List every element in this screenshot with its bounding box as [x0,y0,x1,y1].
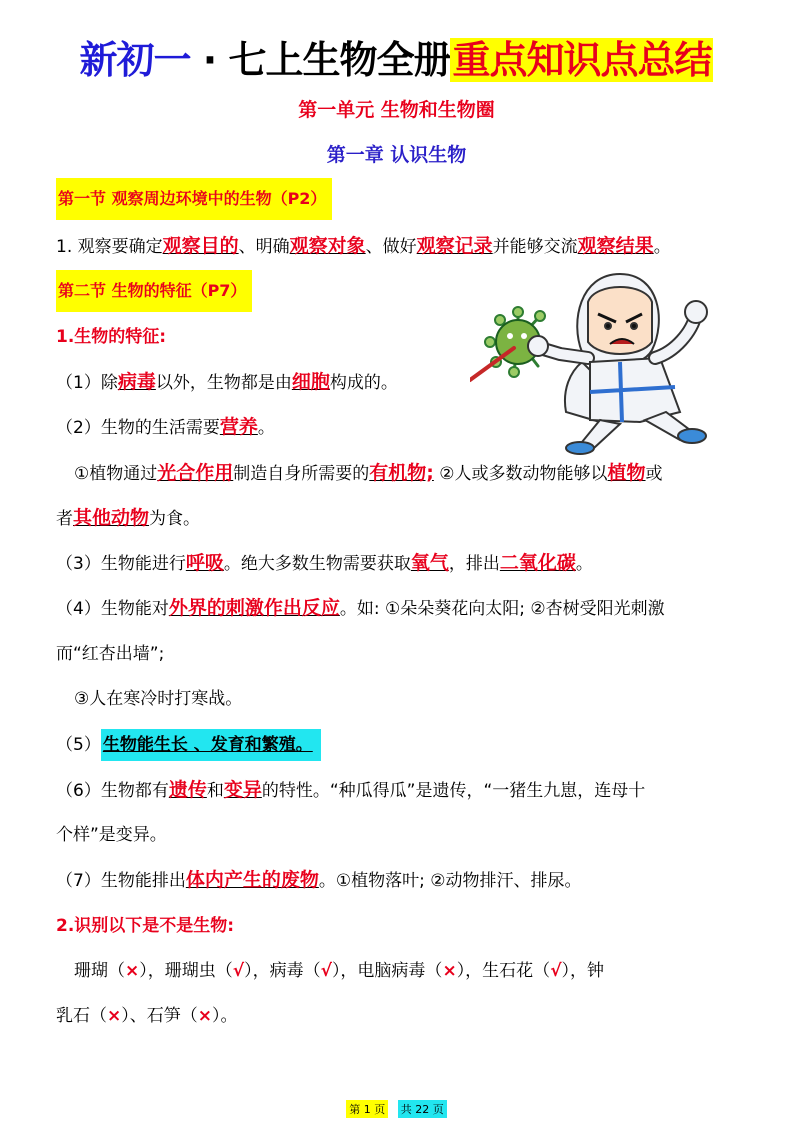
point-4-example: ③人在寒冷时打寒战。 [74,689,243,709]
point-6-cont: 个样”是变异。 [56,825,167,845]
point-2: （2）生物的生活需要营养。 [56,416,275,438]
unit-heading: 第一单元 生物和生物圈 [298,99,495,121]
point-5: （5） 生物能生长 、发育和繁殖。 [56,731,321,759]
point-4-cont: 而“红杏出墙”; [56,644,165,664]
identify-list: 珊瑚（×），珊瑚虫（√），病毒（√），电脑病毒（×），生石花（√），钟 [74,961,605,981]
page-number: 第 1 页 [346,1100,388,1118]
point-6: （6）生物都有遗传和变异的特性。“种瓜得瓜”是遗传，“一猪生九崽，连母十 [56,779,646,801]
subheading-features: 1.生物的特征: [56,327,167,347]
point-4: （4）生物能对外界的刺激作出反应。如: ①朵朵葵花向太阳; ②杏树受阳光刺激 [56,597,665,619]
subheading-identify: 2.识别以下是不是生物: [56,916,235,936]
point-3: （3）生物能进行呼吸。绝大多数生物需要获取氧气，排出二氧化碳。 [56,552,593,574]
doctor-fighting-virus-illustration [470,262,730,457]
section-2-heading: 第二节 生物的特征（P7） [56,270,252,312]
item-1: 1. 观察要确定观察目的、明确观察对象、做好观察记录并能够交流观察结果。 [56,235,671,257]
point-7: （7）生物能排出体内产生的废物。①植物落叶; ②动物排汗、排尿。 [56,869,582,891]
page-total: 共 22 页 [398,1100,447,1118]
page-title: 新初一 · 七上生物全册重点知识点总结 [79,38,712,82]
section-1-heading: 第一节 观察周边环境中的生物（P2） [56,178,332,220]
point-1: （1）除病毒以外，生物都是由细胞构成的。 [56,371,398,393]
doctor-figure [528,274,707,454]
point-2-detail: ①植物通过光合作用制造自身所需要的有机物; ②人或多数动物能够以植物或 [74,462,663,484]
page-footer [0,1100,793,1118]
point-2-detail-cont: 者其他动物为食。 [56,507,201,529]
chapter-heading: 第一章 认识生物 [326,144,467,166]
identify-list-cont: 乳石（×）、石笋（×）。 [56,1006,238,1026]
